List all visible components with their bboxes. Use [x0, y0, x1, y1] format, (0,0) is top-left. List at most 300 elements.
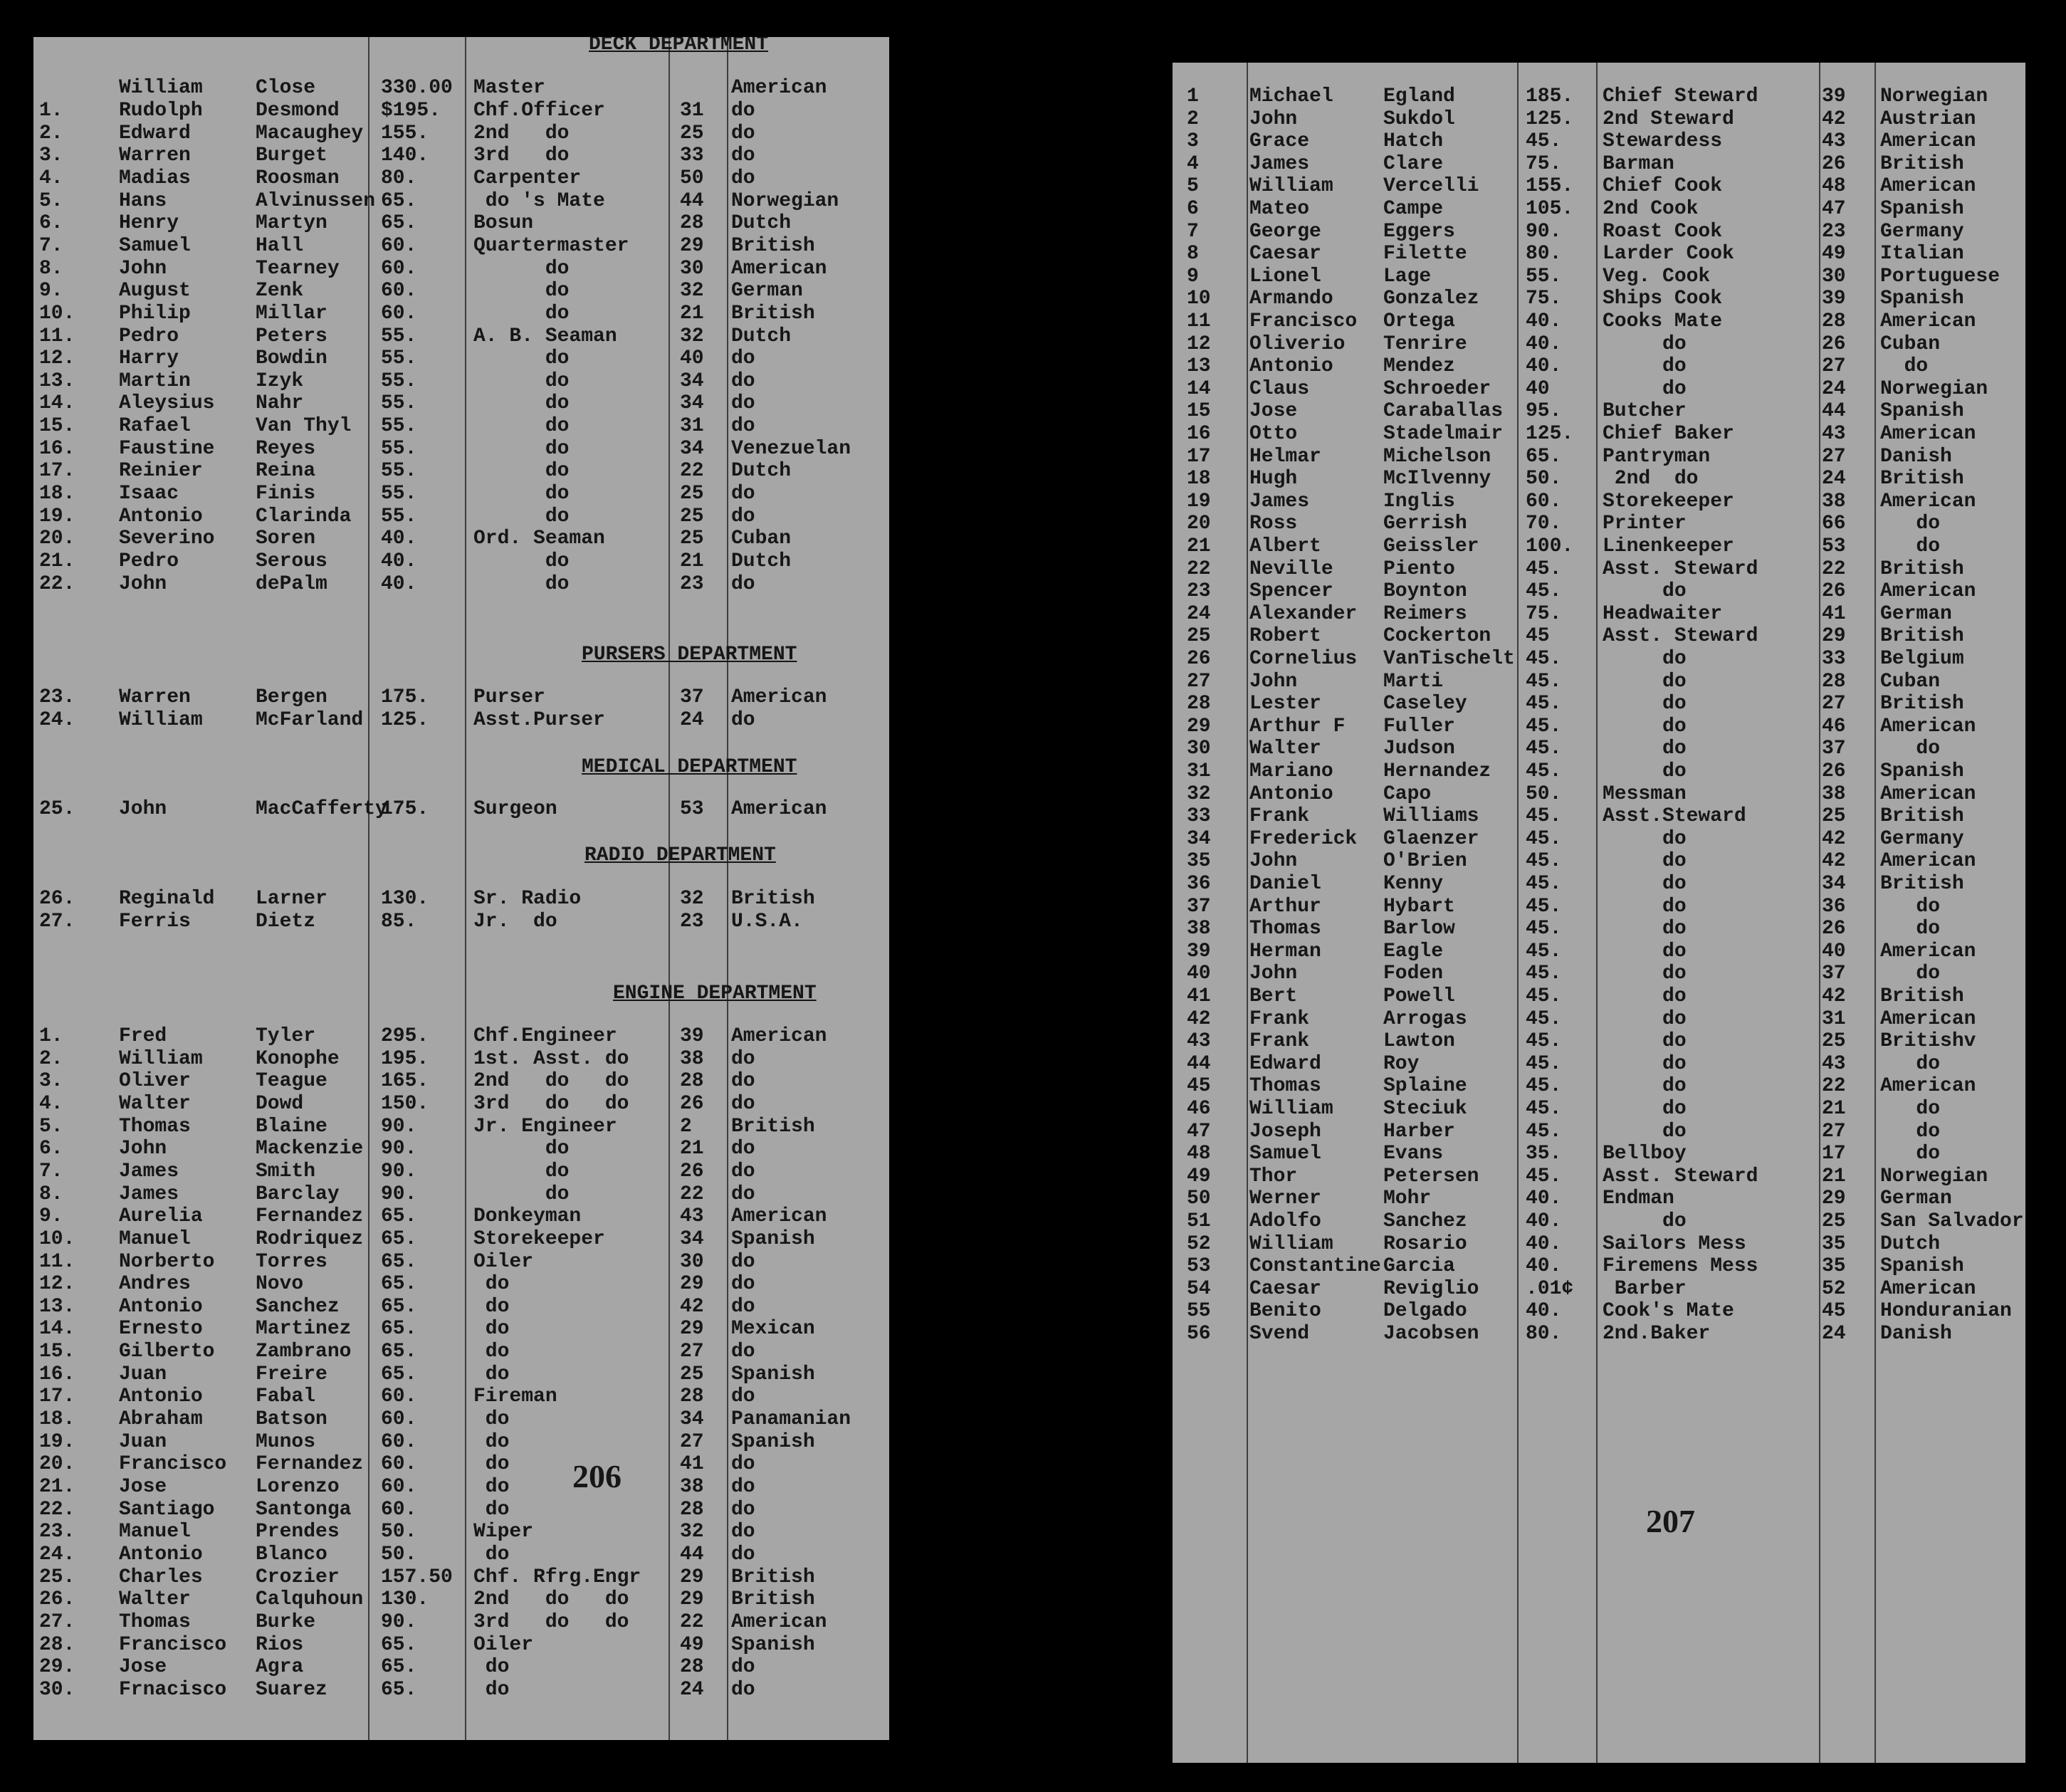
rating: do — [473, 392, 570, 414]
first-name: Fred — [119, 1025, 167, 1047]
crew-row — [1173, 828, 2025, 850]
first-name: Norberto — [119, 1251, 215, 1273]
age: 40 — [1822, 940, 1846, 963]
crew-row — [33, 1408, 889, 1430]
rating: do — [1603, 333, 1687, 355]
wage: 45. — [1526, 850, 1562, 872]
nationality: do — [1880, 1143, 1941, 1165]
wage: 65. — [381, 1679, 417, 1701]
last-name: Desmond — [256, 100, 340, 122]
last-name: Larner — [256, 888, 327, 910]
row-number: 55 — [1187, 1300, 1211, 1322]
wage: 155. — [1526, 175, 1574, 197]
age: 30 — [1822, 266, 1846, 288]
nationality: American — [731, 798, 827, 820]
nationality: Belgium — [1880, 648, 1964, 670]
nationality: Dutch — [731, 212, 792, 234]
row-number: 11. — [39, 325, 75, 347]
last-name: Novo — [256, 1273, 304, 1295]
crew-row — [33, 392, 889, 414]
nationality: American — [1880, 423, 1976, 445]
last-name: Suarez — [256, 1679, 327, 1701]
last-name: Clarinda — [256, 505, 352, 528]
row-number: 8. — [39, 258, 63, 280]
last-name: Michelson — [1383, 446, 1491, 468]
last-name: Lorenzo — [256, 1476, 340, 1498]
last-name: Mohr — [1383, 1188, 1432, 1210]
wage: 90. — [381, 1138, 417, 1160]
age: 53 — [680, 798, 704, 820]
row-number: 20. — [39, 1453, 75, 1475]
crew-row — [33, 1476, 889, 1498]
rating: Jr. Engineer — [473, 1116, 617, 1138]
rating: do — [1603, 648, 1687, 670]
crew-row — [1173, 1075, 2025, 1097]
first-name: Jose — [119, 1656, 167, 1678]
nationality: do — [731, 1385, 755, 1408]
age: 35 — [1822, 1255, 1846, 1277]
wage: 65. — [381, 1205, 417, 1227]
first-name: Joseph — [1249, 1121, 1321, 1143]
last-name: Serous — [256, 550, 327, 572]
row-number: 8 — [1187, 243, 1199, 265]
wage: 55. — [381, 505, 417, 528]
crew-row — [1173, 716, 2025, 738]
age: 27 — [1822, 355, 1846, 377]
nationality: Cuban — [731, 528, 792, 550]
nationality: do — [1880, 896, 1941, 918]
crew-row — [33, 1228, 889, 1250]
nationality: U.S.A. — [731, 911, 803, 933]
age: 28 — [680, 1385, 704, 1408]
row-number: 28. — [39, 1634, 75, 1656]
nationality: German — [1880, 603, 1952, 625]
wage: 85. — [381, 911, 417, 933]
first-name: Frnacisco — [119, 1679, 227, 1701]
first-name: Santiago — [119, 1499, 215, 1521]
nationality: American — [1880, 940, 1976, 963]
last-name: Evans — [1383, 1143, 1444, 1165]
wage: 90. — [1526, 221, 1562, 243]
wage: 40. — [1526, 310, 1562, 332]
age: 22 — [680, 460, 704, 482]
first-name: William — [119, 709, 203, 731]
row-number: 42 — [1187, 1008, 1211, 1030]
last-name: Vercelli — [1383, 175, 1479, 197]
age: 32 — [680, 888, 704, 910]
wage: 45. — [1526, 828, 1562, 850]
age: 36 — [1822, 896, 1846, 918]
wage: 40. — [381, 573, 417, 595]
age: 28 — [1822, 310, 1846, 332]
rating: Bellboy — [1603, 1143, 1687, 1165]
crew-row — [33, 303, 889, 325]
rating: Master — [473, 77, 545, 99]
rating: do — [1603, 940, 1687, 963]
first-name: William — [1249, 1233, 1333, 1255]
age: 52 — [1822, 1278, 1846, 1300]
last-name: Petersen — [1383, 1165, 1479, 1188]
crew-row — [33, 1251, 889, 1273]
row-number: 26 — [1187, 648, 1211, 670]
crew-row — [33, 1116, 889, 1138]
first-name: Manuel — [119, 1521, 191, 1543]
age: 42 — [1822, 850, 1846, 872]
wage: 55. — [381, 438, 417, 460]
crew-row — [1173, 1053, 2025, 1075]
last-name: Crozier — [256, 1566, 340, 1588]
nationality: do — [731, 1544, 755, 1566]
row-number: 40 — [1187, 963, 1211, 985]
wage: 45. — [1526, 558, 1562, 580]
nationality: American — [731, 258, 827, 280]
first-name: Henry — [119, 212, 179, 234]
nationality: British — [1880, 873, 1964, 895]
last-name: Batson — [256, 1408, 327, 1430]
last-name: Jacobsen — [1383, 1323, 1479, 1345]
rating: 2nd do do — [473, 1070, 629, 1092]
age: 38 — [680, 1048, 704, 1070]
crew-row — [33, 1273, 889, 1295]
row-number: 15. — [39, 415, 75, 437]
rating: 3rd do do — [473, 1611, 629, 1633]
last-name: Alvinussen — [256, 190, 376, 212]
row-number: 7. — [39, 1160, 63, 1183]
wage: 65. — [381, 190, 417, 212]
last-name: Powell — [1383, 985, 1455, 1007]
rating: Stewardess — [1603, 130, 1723, 152]
age: 27 — [1822, 693, 1846, 715]
wage: 130. — [381, 1588, 429, 1610]
row-number: 11 — [1187, 310, 1211, 332]
nationality: American — [1880, 580, 1976, 602]
row-number: 26. — [39, 1588, 75, 1610]
rating: do — [1603, 1030, 1687, 1052]
last-name: Splaine — [1383, 1075, 1467, 1097]
crew-row — [1173, 1143, 2025, 1165]
first-name: Otto — [1249, 423, 1298, 445]
crew-row — [1173, 558, 2025, 580]
age: 26 — [680, 1093, 704, 1115]
rating: do — [473, 1431, 510, 1453]
first-name: Edward — [1249, 1053, 1321, 1075]
last-name: Rosario — [1383, 1233, 1467, 1255]
first-name: Caesar — [1249, 1278, 1321, 1300]
wage: 45. — [1526, 940, 1562, 963]
first-name: Spencer — [1249, 580, 1333, 602]
first-name: Thomas — [119, 1116, 191, 1138]
wage: 45. — [1526, 805, 1562, 827]
first-name: Alexander — [1249, 603, 1358, 625]
last-name: Piento — [1383, 558, 1455, 580]
crew-row — [1173, 625, 2025, 647]
rating: do — [473, 280, 570, 302]
rating: Oiler — [473, 1634, 534, 1656]
first-name: Oliverio — [1249, 333, 1346, 355]
row-number: 17 — [1187, 446, 1211, 468]
nationality: do — [731, 415, 755, 437]
nationality: Mexican — [731, 1318, 815, 1340]
department-heading: ENGINE DEPARTMENT — [613, 983, 817, 1005]
nationality: American — [731, 1205, 827, 1227]
last-name: Dowd — [256, 1093, 304, 1115]
last-name: MacCafferty — [256, 798, 387, 820]
rating: Quartermaster — [473, 235, 629, 257]
crew-row — [33, 505, 889, 528]
wage: 45. — [1526, 716, 1562, 738]
last-name: Roy — [1383, 1053, 1420, 1075]
row-number: 24. — [39, 709, 75, 731]
last-name: Marti — [1383, 671, 1444, 693]
wage: 175. — [381, 686, 429, 708]
first-name: Frank — [1249, 1030, 1310, 1052]
row-number: 14. — [39, 392, 75, 414]
rating: Chf.Officer — [473, 100, 605, 122]
first-name: Faustine — [119, 438, 215, 460]
age: 22 — [1822, 1075, 1846, 1097]
row-number: 54 — [1187, 1278, 1211, 1300]
first-name: Arthur F — [1249, 716, 1346, 738]
nationality: Spanish — [731, 1228, 815, 1250]
nationality: do — [731, 1070, 755, 1092]
nationality: American — [731, 77, 827, 99]
last-name: Reyes — [256, 438, 316, 460]
wage: 90. — [381, 1183, 417, 1205]
first-name: William — [1249, 175, 1333, 197]
row-number: 34 — [1187, 828, 1211, 850]
crew-row — [33, 100, 889, 122]
wage: 65. — [381, 1341, 417, 1363]
rating: Sr. Radio — [473, 888, 582, 910]
row-number: 22. — [39, 573, 75, 595]
crew-row — [1173, 580, 2025, 602]
last-name: Lawton — [1383, 1030, 1455, 1052]
rating: do — [473, 1656, 510, 1678]
first-name: Caesar — [1249, 243, 1321, 265]
wage: 35. — [1526, 1143, 1562, 1165]
wage: 40. — [1526, 355, 1562, 377]
age: 35 — [1822, 1233, 1846, 1255]
crew-row — [1173, 266, 2025, 288]
rating: do — [473, 550, 570, 572]
wage: 60. — [381, 1453, 417, 1475]
age: 26 — [680, 1160, 704, 1183]
nationality: American — [1880, 175, 1976, 197]
first-name: Mariano — [1249, 760, 1333, 782]
nationality: do — [731, 1453, 755, 1475]
row-number: 20 — [1187, 513, 1211, 535]
wage: 150. — [381, 1093, 429, 1115]
crew-row — [33, 280, 889, 302]
first-name: Gilberto — [119, 1341, 215, 1363]
rating: Butcher — [1603, 400, 1687, 422]
last-name: Finis — [256, 483, 316, 505]
nationality: American — [731, 686, 827, 708]
rating: do — [473, 1453, 510, 1475]
wage: 65. — [381, 1296, 417, 1318]
age: 25 — [680, 1363, 704, 1385]
nationality: do — [731, 1476, 755, 1498]
crew-row — [33, 1341, 889, 1363]
wage: 65. — [381, 1228, 417, 1250]
age: 26 — [1822, 580, 1846, 602]
rating: Chf.Engineer — [473, 1025, 617, 1047]
crew-row — [1173, 153, 2025, 175]
rating: do — [473, 1138, 570, 1160]
department-heading: PURSERS DEPARTMENT — [582, 644, 797, 666]
rating: Asst.Steward — [1603, 805, 1746, 827]
nationality: Norwegian — [1880, 85, 1988, 108]
nationality: Cuban — [1880, 671, 1941, 693]
row-number: 37 — [1187, 896, 1211, 918]
rating: Surgeon — [473, 798, 557, 820]
rating: do — [473, 1160, 570, 1183]
crew-row — [1173, 896, 2025, 918]
last-name: Sanchez — [1383, 1210, 1467, 1232]
nationality: do — [731, 1521, 755, 1543]
wage: $195. — [381, 100, 441, 122]
wage: 60. — [381, 1385, 417, 1408]
last-name: Kenny — [1383, 873, 1444, 895]
row-number: 2. — [39, 122, 63, 145]
wage: 65. — [381, 1363, 417, 1385]
rating: 2nd do — [473, 122, 570, 145]
age: 22 — [680, 1183, 704, 1205]
crew-row — [33, 573, 889, 595]
last-name: Fernandez — [256, 1205, 364, 1227]
nationality: do — [731, 1273, 755, 1295]
age: 33 — [1822, 648, 1846, 670]
crew-row — [33, 347, 889, 370]
crew-row — [33, 686, 889, 708]
crew-row — [33, 77, 889, 99]
age: 26 — [1822, 918, 1846, 940]
first-name: Antonio — [119, 505, 203, 528]
row-number: 7 — [1187, 221, 1199, 243]
crew-row — [33, 1566, 889, 1588]
nationality: American — [1880, 850, 1976, 872]
age: 37 — [1822, 963, 1846, 985]
first-name: Antonio — [119, 1296, 203, 1318]
age: 66 — [1822, 513, 1846, 535]
row-number: 22. — [39, 1499, 75, 1521]
crew-row — [33, 1048, 889, 1070]
row-number: 47 — [1187, 1121, 1211, 1143]
crew-row — [33, 1070, 889, 1092]
last-name: Tearney — [256, 258, 340, 280]
wage: 40. — [381, 528, 417, 550]
age: 43 — [1822, 130, 1846, 152]
first-name: Severino — [119, 528, 215, 550]
first-name: Philip — [119, 303, 191, 325]
last-name: Nahr — [256, 392, 304, 414]
crew-row — [1173, 310, 2025, 332]
rating: 3rd do do — [473, 1093, 629, 1115]
rating: do — [473, 1296, 510, 1318]
first-name: Reginald — [119, 888, 215, 910]
first-name: Grace — [1249, 130, 1310, 152]
last-name: Eagle — [1383, 940, 1444, 963]
last-name: Burke — [256, 1611, 316, 1633]
rating: Chief Steward — [1603, 85, 1758, 108]
first-name: Edward — [119, 122, 191, 145]
age: 34 — [680, 370, 704, 392]
last-name: Barclay — [256, 1183, 340, 1205]
age: 30 — [680, 1251, 704, 1273]
nationality: Germany — [1880, 828, 1964, 850]
row-number: 27 — [1187, 671, 1211, 693]
first-name: Arthur — [1249, 896, 1321, 918]
rating: do — [473, 1544, 510, 1566]
age: 42 — [680, 1296, 704, 1318]
first-name: Robert — [1249, 625, 1321, 647]
rating: Oiler — [473, 1251, 534, 1273]
crew-row — [33, 1183, 889, 1205]
crew-row — [33, 1363, 889, 1385]
first-name: Albert — [1249, 535, 1321, 557]
wage: 60. — [381, 235, 417, 257]
first-name: Madias — [119, 167, 191, 189]
nationality: do — [731, 370, 755, 392]
row-number: 19. — [39, 505, 75, 528]
nationality: Dutch — [731, 325, 792, 347]
wage: 155. — [381, 122, 429, 145]
age: 50 — [680, 167, 704, 189]
age: 42 — [1822, 108, 1846, 130]
age: 22 — [680, 1611, 704, 1633]
crew-row — [33, 1138, 889, 1160]
row-number: 18. — [39, 1408, 75, 1430]
row-number: 28 — [1187, 693, 1211, 715]
age: 29 — [680, 1588, 704, 1610]
nationality: do — [731, 1251, 755, 1273]
row-number: 26. — [39, 888, 75, 910]
wage: 45. — [1526, 1121, 1562, 1143]
nationality: do — [731, 122, 755, 145]
wage: 40. — [1526, 1300, 1562, 1322]
crew-row — [33, 1205, 889, 1227]
age: 39 — [680, 1025, 704, 1047]
first-name: Isaac — [119, 483, 179, 505]
first-name: Walter — [119, 1588, 191, 1610]
crew-row — [1173, 423, 2025, 445]
last-name: Ortega — [1383, 310, 1455, 332]
crew-row — [33, 483, 889, 505]
wage: 95. — [1526, 400, 1562, 422]
nationality: Dutch — [1880, 1233, 1941, 1255]
age: 21 — [680, 303, 704, 325]
wage: 90. — [381, 1116, 417, 1138]
age: 27 — [680, 1431, 704, 1453]
nationality: American — [1880, 1278, 1976, 1300]
age: 34 — [680, 1408, 704, 1430]
nationality: Britishv — [1880, 1030, 1976, 1052]
crew-row — [1173, 783, 2025, 805]
age: 24 — [680, 1679, 704, 1701]
last-name: Fabal — [256, 1385, 316, 1408]
nationality: do — [731, 1183, 755, 1205]
age: 48 — [1822, 175, 1846, 197]
department-heading: DECK DEPARTMENT — [589, 37, 769, 56]
rating: Firemens Mess — [1603, 1255, 1758, 1277]
last-name: Bowdin — [256, 347, 327, 370]
rating: Storekeeper — [473, 1228, 605, 1250]
wage: 125. — [1526, 108, 1574, 130]
last-name: Mackenzie — [256, 1138, 364, 1160]
row-number: 17. — [39, 1385, 75, 1408]
nationality: do — [1880, 918, 1941, 940]
age: 45 — [1822, 1300, 1846, 1322]
